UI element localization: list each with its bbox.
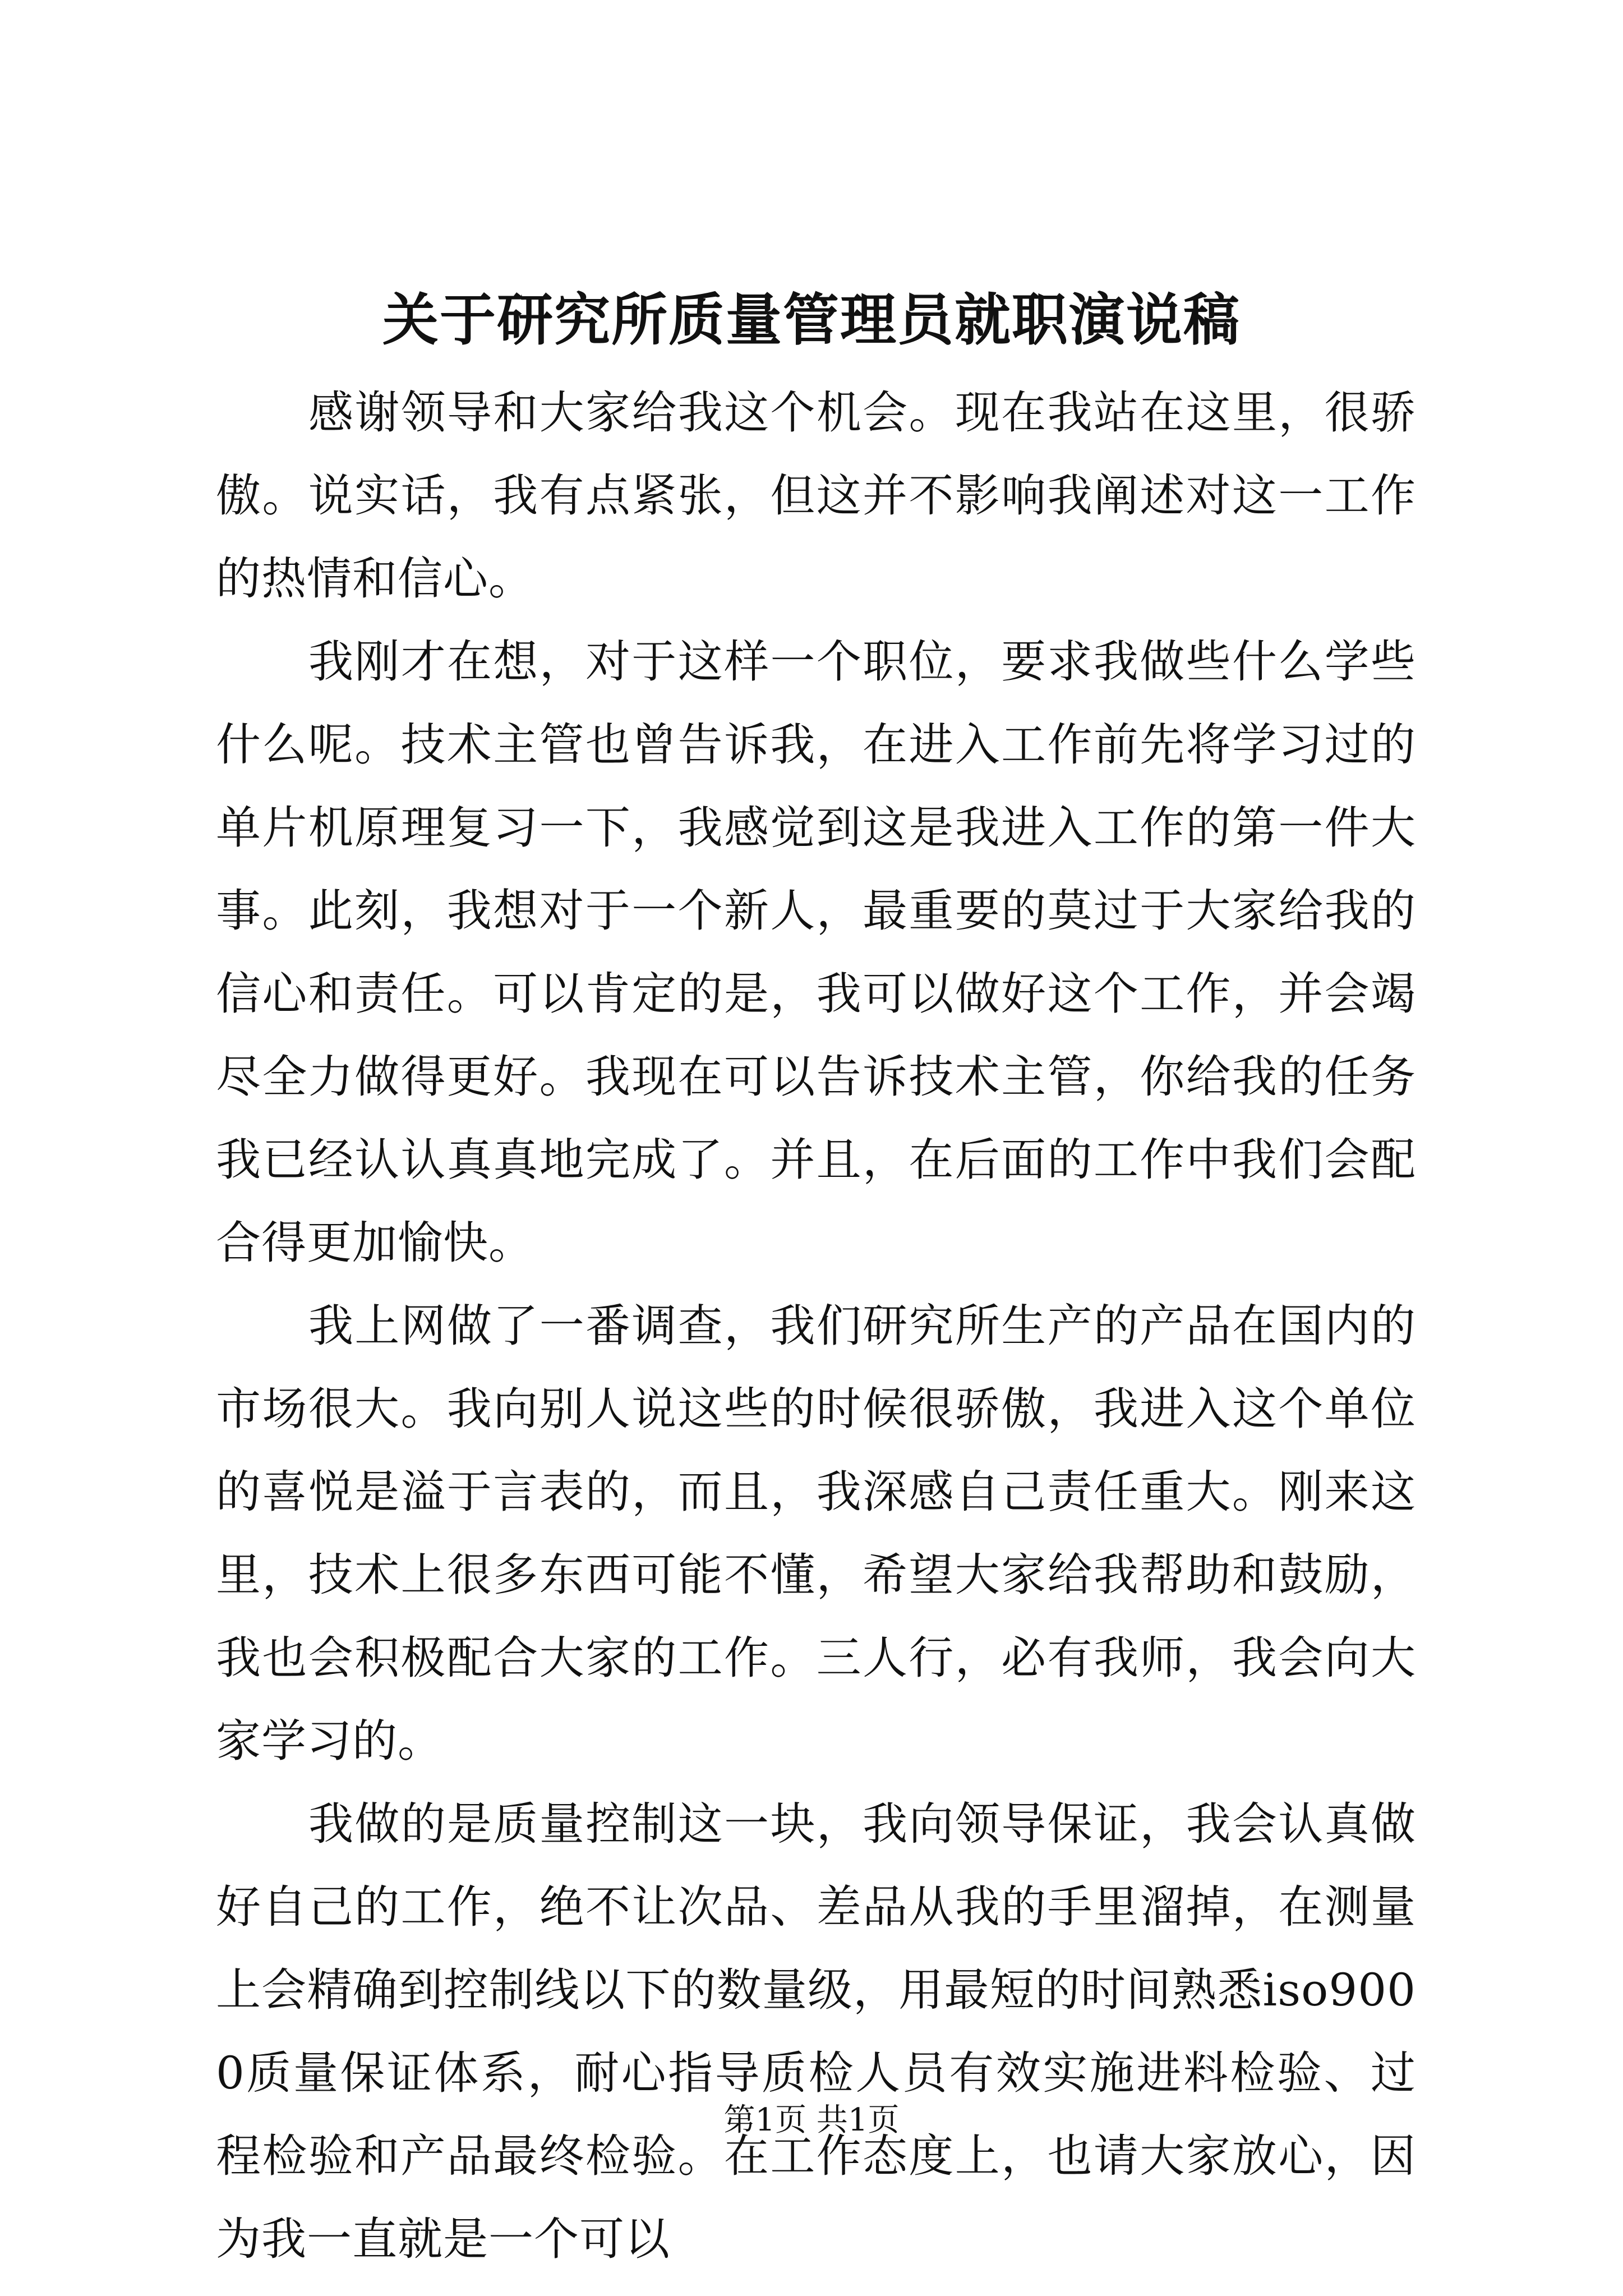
document-title: 关于研究所质量管理员就职演说稿 xyxy=(382,287,1241,353)
paragraph: 感谢领导和大家给我这个机会。现在我站在这里，很骄傲。说实话，我有点紧张，但这并不影响我阐述对这一工作的热情和信心。 xyxy=(216,386,1416,605)
document-body xyxy=(216,371,1416,2281)
paragraph: 我做的是质量控制这一块，我向领导保证，我会认真做好自己的工作，绝不让次品、差品从我的手里溜掉，在测量上会精确到控制线以下的数量级，用最短的时间熟悉iso9000质量保证体系，耐心指导质检人员有效实施进料检验、过程检验和产品最终检验。在工作态度上，也请大家放心，因为我一直就是一个可以 xyxy=(216,1798,1416,2265)
paragraph: 我刚才在想，对于这样一个职位，要求我做些什么学些什么呢。技术主管也曾告诉我，在进入工作前先将学习过的单片机原理复习一下，我感觉到这是我进入工作的第一件大事。此刻，我想对于一个新人，最重要的莫过于大家给我的信心和责任。可以肯定的是，我可以做好这个工作，并会竭尽全力做得更好。我现在可以告诉技术主管，你给我的任务我已经认认真真地完成了。并且，在后面的工作中我们会配合得更加愉快。 xyxy=(216,636,1416,1269)
page-number-footer: 第1页 共1页 xyxy=(723,2102,900,2138)
paragraph: 我上网做了一番调查，我们研究所生产的产品在国内的市场很大。我向别人说这些的时候很骄傲，我进入这个单位的喜悦是溢于言表的，而且，我深感自己责任重大。刚来这里，技术上很多东西可能不懂，希望大家给我帮助和鼓励，我也会积极配合大家的工作。三人行，必有我师，我会向大家学习的。 xyxy=(216,1300,1416,1767)
